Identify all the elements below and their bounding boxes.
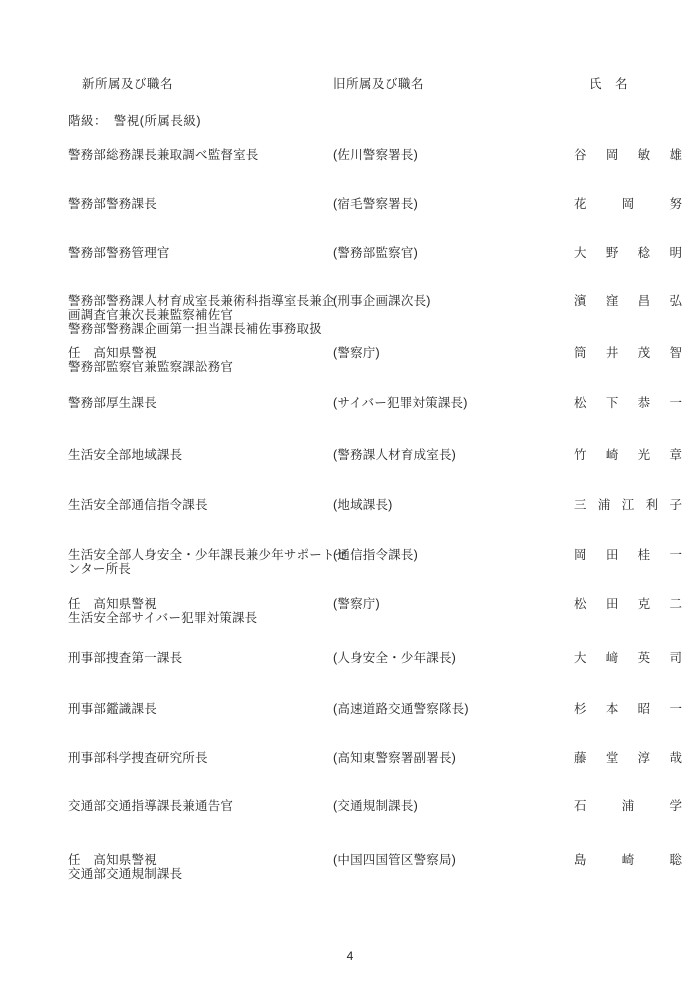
- name-character: 野: [605, 246, 619, 260]
- new-position-line: 警務部厚生課長: [68, 396, 157, 410]
- new-position: [68, 598, 330, 626]
- name-character: 大: [574, 246, 587, 260]
- person-name: [574, 449, 682, 463]
- name-character: 敏: [637, 148, 651, 162]
- name-character: 英: [637, 651, 651, 665]
- new-position-line: 任 高知県警視: [68, 853, 157, 867]
- name-character: 田: [605, 597, 619, 611]
- name-character: 雄: [669, 148, 682, 162]
- new-position-line: 生活安全部地域課長: [68, 448, 183, 462]
- person-name: [574, 752, 682, 766]
- new-position-line: 刑事部捜査第一課長: [68, 651, 183, 665]
- person-name: [574, 347, 682, 361]
- name-character: 章: [669, 448, 682, 462]
- new-position-line: 任 高知県警視: [68, 597, 157, 611]
- new-position: [68, 294, 335, 336]
- name-character: 稔: [637, 246, 651, 260]
- name-character: 子: [669, 498, 682, 512]
- new-position-line: 画調査官兼次長兼監察補佐官: [68, 307, 234, 322]
- name-character: 岡: [574, 548, 587, 562]
- person-name: [574, 652, 682, 666]
- name-character: 石: [574, 799, 587, 813]
- name-character: 谷: [574, 148, 587, 162]
- column-header-new-position: 新所属及び職名: [82, 77, 174, 91]
- name-character: 茂: [637, 346, 651, 360]
- new-position-line: 警務部総務課長兼取調べ監督室長: [68, 148, 259, 162]
- person-name: [574, 854, 682, 868]
- name-character: 浦: [621, 799, 635, 813]
- name-character: 二: [669, 597, 682, 611]
- old-position: (佐川警察署長): [333, 148, 418, 162]
- name-character: 島: [574, 853, 587, 867]
- new-position-line: 生活安全部通信指令課長: [68, 498, 208, 512]
- old-position: (人身安全・少年課長): [333, 651, 457, 665]
- old-position: (サイバー犯罪対策課長): [333, 396, 468, 410]
- name-character: 岡: [621, 197, 635, 211]
- name-character: 哉: [669, 751, 682, 765]
- name-character: 智: [669, 346, 682, 360]
- new-position-line: 警務部警務課長: [68, 197, 157, 211]
- column-header-name: 氏 名: [589, 77, 629, 91]
- new-position: [68, 247, 330, 261]
- name-character: 花: [574, 197, 587, 211]
- name-character: 利: [645, 498, 659, 512]
- name-character: 一: [669, 396, 682, 410]
- person-name: [574, 295, 682, 309]
- name-character: 昌: [637, 294, 651, 308]
- person-name: [574, 499, 682, 513]
- name-character: 岡: [605, 148, 619, 162]
- name-character: 一: [669, 702, 682, 716]
- name-character: 松: [574, 597, 587, 611]
- old-position: (警務課人材育成室長): [333, 448, 457, 462]
- person-name: [574, 149, 682, 163]
- name-character: 本: [605, 702, 619, 716]
- old-position: (通信指令課長): [333, 548, 418, 562]
- old-position: (警察庁): [333, 346, 380, 360]
- person-name: [574, 703, 682, 717]
- name-character: 江: [621, 498, 635, 512]
- new-position-line: 交通部交通指導課長兼通告官: [68, 799, 234, 813]
- name-character: 恭: [637, 396, 651, 410]
- name-character: 井: [605, 346, 619, 360]
- name-character: 筒: [574, 346, 587, 360]
- name-character: 桂: [637, 548, 651, 562]
- rank-heading: 階級： 警視(所属長級): [68, 114, 202, 128]
- name-character: 弘: [669, 294, 682, 308]
- new-position: [68, 499, 330, 513]
- name-character: 崎: [605, 448, 619, 462]
- new-position: [68, 449, 330, 463]
- person-name: [574, 397, 682, 411]
- person-name: [574, 800, 682, 814]
- new-position: [68, 800, 330, 814]
- name-character: 司: [669, 651, 682, 665]
- new-position-line: 警務部監察官兼監察課訟務官: [68, 359, 234, 374]
- name-character: 努: [669, 197, 682, 211]
- name-character: 藤: [574, 751, 587, 765]
- new-position-line: 警務部警務課企画第一担当課長補佐事務取扱: [68, 321, 323, 336]
- name-character: 杉: [574, 702, 587, 716]
- new-position-line: 生活安全部人身安全・少年課長兼少年サポートセ: [68, 548, 348, 562]
- name-character: 﨑: [605, 651, 619, 665]
- name-character: 克: [637, 597, 651, 611]
- new-position: [68, 854, 330, 882]
- old-position: (高知東警察署副署長): [333, 751, 457, 765]
- name-character: 田: [605, 548, 619, 562]
- new-position-line: 刑事部鑑識課長: [68, 702, 157, 716]
- name-character: 三: [574, 498, 587, 512]
- new-position-line: 生活安全部サイバー犯罪対策課長: [68, 610, 258, 625]
- old-position: (高速道路交通警察隊長): [333, 702, 469, 716]
- name-character: 竹: [574, 448, 587, 462]
- old-position: (中国四国管区警察局): [333, 853, 457, 867]
- old-position: (交通規制課長): [333, 799, 418, 813]
- name-character: 崎: [621, 853, 635, 867]
- old-position: (警務部監察官): [333, 246, 418, 260]
- name-character: 光: [637, 448, 651, 462]
- new-position-line: 交通部交通規制課長: [68, 866, 183, 881]
- new-position-line: 警務部警務管理官: [68, 246, 170, 260]
- column-header-old-position: 旧所属及び職名: [333, 77, 425, 91]
- person-name: [574, 198, 682, 212]
- new-position: [68, 752, 330, 766]
- new-position: [68, 347, 330, 375]
- new-position-line: 刑事部科学捜査研究所長: [68, 751, 208, 765]
- old-position: (警察庁): [333, 597, 380, 611]
- name-character: 濱: [574, 294, 587, 308]
- new-position: [68, 198, 330, 212]
- new-position-line: 警務部警務課人材育成室長兼術科指導室長兼企: [68, 294, 335, 308]
- new-position: [68, 397, 330, 411]
- new-position: [68, 652, 330, 666]
- new-position-line: ンター所長: [68, 561, 132, 576]
- name-character: 聡: [669, 853, 682, 867]
- name-character: 昭: [637, 702, 651, 716]
- person-name: [574, 598, 682, 612]
- new-position: [68, 703, 330, 717]
- name-character: 窪: [605, 294, 619, 308]
- new-position-line: 任 高知県警視: [68, 346, 157, 360]
- old-position: (地域課長): [333, 498, 393, 512]
- name-character: 下: [605, 396, 619, 410]
- person-name: [574, 549, 682, 563]
- name-character: 大: [574, 651, 587, 665]
- new-position: [68, 149, 330, 163]
- name-character: 一: [669, 548, 682, 562]
- name-character: 淳: [637, 751, 651, 765]
- name-character: 堂: [605, 751, 619, 765]
- old-position: (宿毛警察署長): [333, 197, 418, 211]
- name-character: 明: [669, 246, 682, 260]
- page-number: 4: [346, 949, 354, 963]
- old-position: (刑事企画課次長): [333, 294, 431, 308]
- name-character: 浦: [597, 498, 611, 512]
- name-character: 学: [669, 799, 682, 813]
- name-character: 松: [574, 396, 587, 410]
- new-position: [68, 548, 348, 577]
- person-name: [574, 247, 682, 261]
